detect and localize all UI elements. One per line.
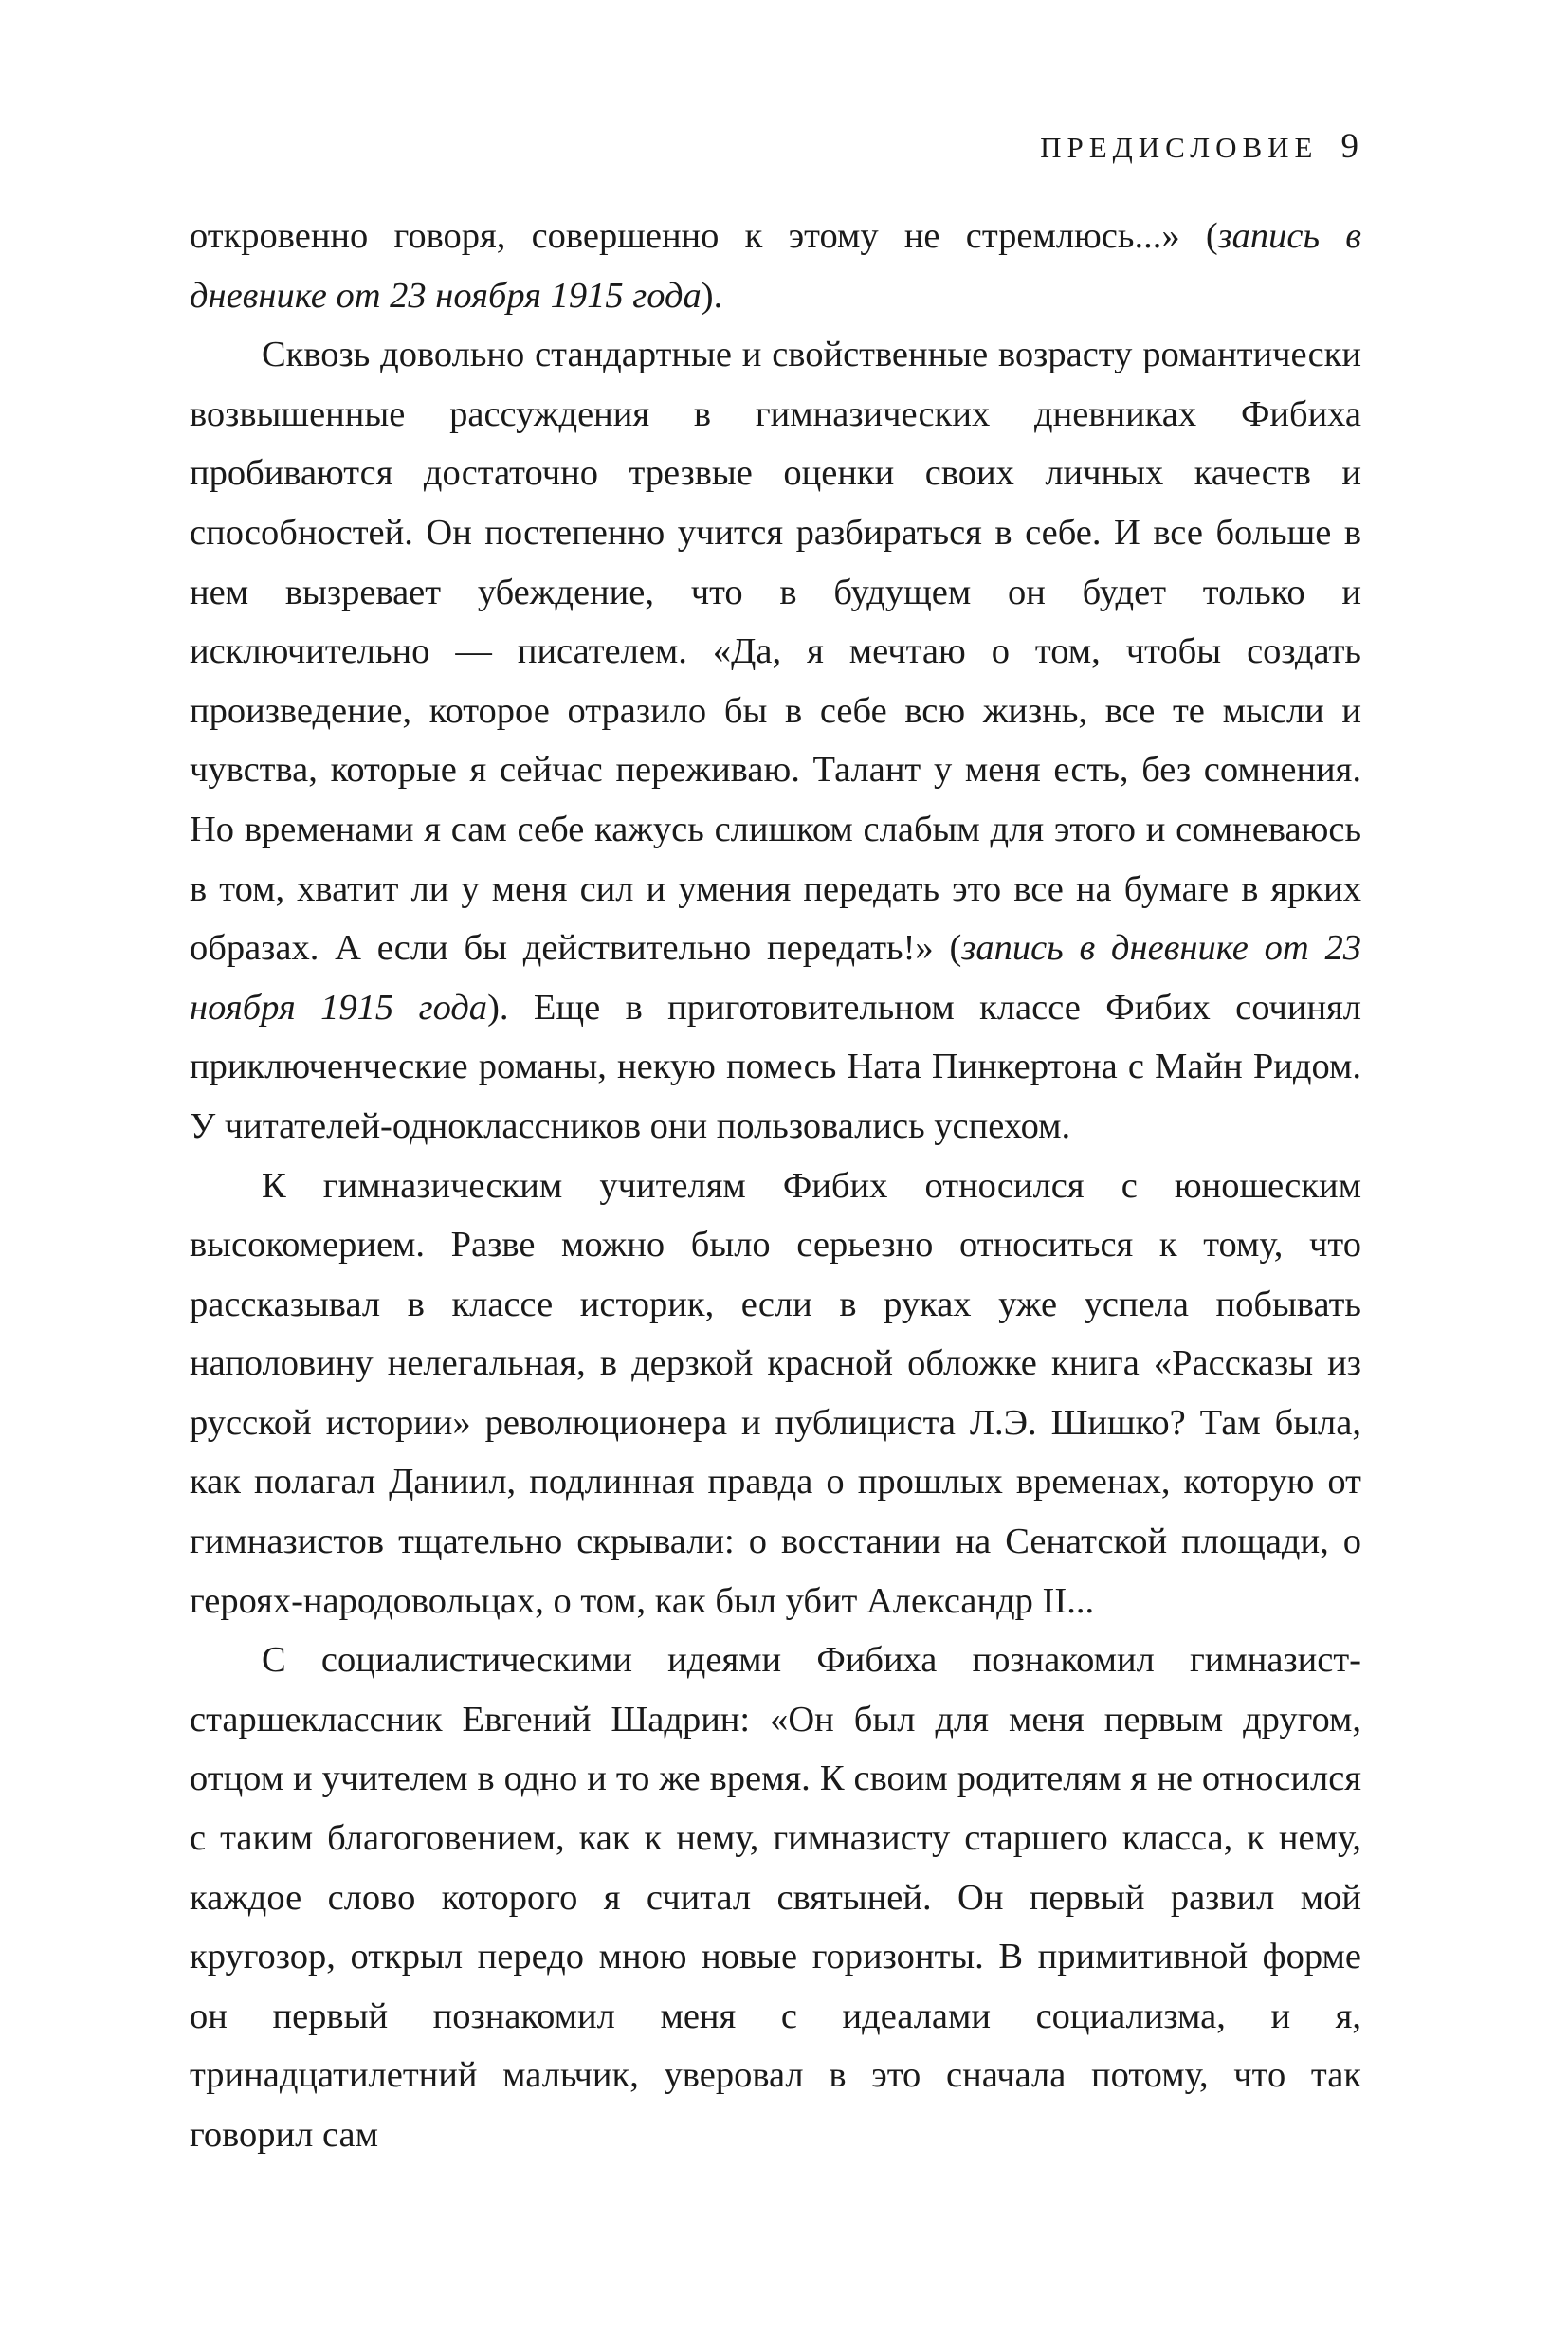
paragraph-text: ). (701, 275, 723, 316)
paragraph-continuation (190, 207, 1361, 325)
page-number: 9 (1340, 127, 1358, 166)
paragraph (190, 325, 1361, 1156)
diary-citation: запись в дневнике от 23 ноября 1915 года (190, 928, 1361, 1028)
running-head-title: ПРЕДИСЛОВИЕ (1040, 131, 1319, 164)
paragraph-text: К гимназическим учителям Фибих относился с юношеским высокомерием. Разве можно было серьезно относиться к тому, что рассказывал в классе историк, если в руках уже успела побывать наполовину нелегальная, в дерзкой красной обложке книга «Рассказы из русской истории» революционера и публициста Л.Э. Шишко? Там была, как полагал Даниил, подлинная правда о прошлых временах, которую от гимназистов тщательно скрывали: о восстании на Сенатской площади, о героях-народовольцах, о том, как был убит Александр II... (190, 1165, 1361, 1621)
paragraph-text: ). Еще в приготовительном классе Фибих сочинял приключенческие романы, некую помесь Ната Пинкертона с Майн Ридом. У читателей-одноклассников они пользовались успехом. (190, 987, 1361, 1146)
paragraph-text: откровенно говоря, совершенно к этому не стремлюсь...» ( (190, 216, 1218, 256)
running-head (1040, 129, 1358, 164)
paragraph (190, 1157, 1361, 1631)
paragraph-text: Сквозь довольно стандартные и свойственные возрасту романтически возвышенные рассуждения в гимназических дневниках Фибиха пробиваются достаточно трезвые оценки своих личных качеств и способностей. Он постепенно учится разбираться в себе. И все больше в нем вызревает убеждение, что в будущем он будет только и исключительно — писателем. «Да, я мечтаю о том, чтобы создать произведение, которое отразило бы в себе всю жизнь, все те мысли и чувства, которые я сейчас переживаю. Талант у меня есть, без сомнения. Но временами я сам себе кажусь слишком слабым для этого и сомневаюсь в том, хватит ли у меня сил и умения передать это все на бумаге в ярких образах. А если бы действительно передать!» ( (190, 335, 1361, 969)
diary-citation: запись в дневнике от 23 ноября 1915 года (190, 216, 1361, 316)
paragraph (190, 1630, 1361, 2164)
body-text (190, 207, 1361, 2165)
paragraph-text: С социалистическими идеями Фибиха познакомил гимназист-старшеклассник Евгений Шадрин: «Он был для меня первым другом, отцом и учителем в одно и то же время. К своим родителям я не относился с таким благоговением, как к нему, гимназисту старшего класса, к нему, каждое слово которого я считал святыней. Он первый развил мой кругозор, открыл передо мною новые горизонты. В примитивной форме он первый познакомил меня с идеалами социализма, и я, тринадцатилетний мальчик, уверовал в это сначала потому, что так говорил сам (190, 1640, 1361, 2155)
